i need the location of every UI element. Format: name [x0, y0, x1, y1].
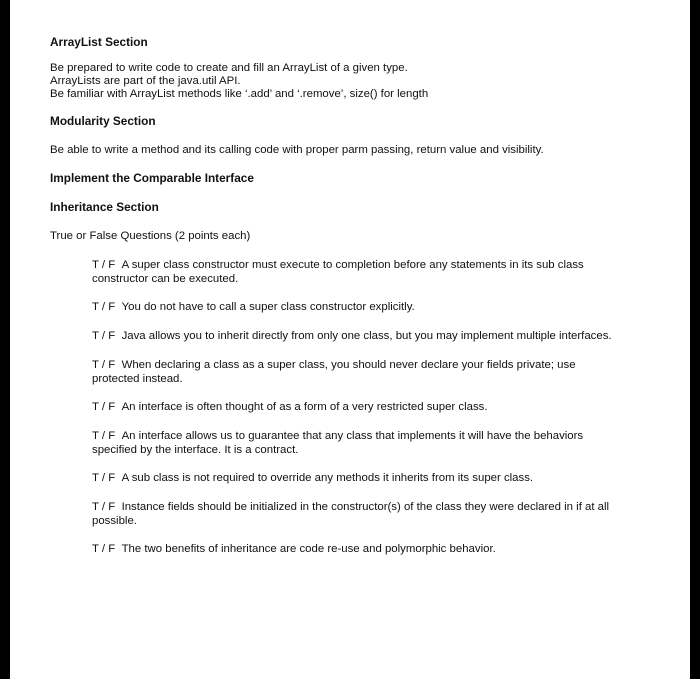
question-item — [50, 542, 680, 556]
question-item — [50, 471, 680, 485]
question-text-line-2: possible. — [92, 515, 137, 527]
question-text-line-1: An interface allows us to guarantee that any class that implements it will have the behaviors — [121, 430, 584, 442]
question-text-line-2: specified by the interface. It is a contract. — [92, 444, 299, 456]
question-text-line-1: You do not have to call a super class constructor explicitly. — [121, 301, 415, 313]
true-false-marker: T / F — [92, 501, 116, 513]
true-false-marker: T / F — [92, 301, 116, 313]
question-text-line-1: The two benefits of inheritance are code re-use and polymorphic behavior. — [121, 543, 496, 555]
arraylist-line-1: Be prepared to write code to create and fill an ArrayList of a given type. — [50, 62, 408, 74]
true-false-marker: T / F — [92, 359, 116, 371]
question-item — [50, 400, 680, 414]
question-text-line-1: An interface is often thought of as a form of a very restricted super class. — [121, 401, 488, 413]
question-item — [50, 358, 680, 386]
question-text-line-1: A sub class is not required to override any methods it inherits from its super class. — [121, 472, 534, 484]
arraylist-heading: ArrayList Section — [50, 35, 148, 49]
question-item — [50, 300, 680, 314]
true-false-marker: T / F — [92, 472, 116, 484]
question-text-line-1: When declaring a class as a super class, you should never declare your fields private; use — [121, 359, 576, 371]
question-text-line-2: protected instead. — [92, 373, 183, 385]
true-false-marker: T / F — [92, 330, 116, 342]
document-page — [10, 0, 690, 679]
question-text-line-1: Java allows you to inherit directly from only one class, but you may implement multiple interfaces. — [121, 330, 612, 342]
question-item — [50, 500, 680, 528]
true-false-marker: T / F — [92, 401, 116, 413]
question-text-line-1: Instance fields should be initialized in the constructor(s) of the class they were declared in if at all — [121, 501, 610, 513]
comparable-heading: Implement the Comparable Interface — [50, 171, 254, 185]
arraylist-line-2: ArrayLists are part of the java.util API. — [50, 75, 241, 87]
document-content — [50, 34, 680, 556]
modularity-text: Be able to write a method and its calling code with proper parm passing, return value and visibility. — [50, 144, 544, 156]
true-false-marker: T / F — [92, 543, 116, 555]
true-false-marker: T / F — [92, 259, 116, 271]
question-text-line-2: constructor can be executed. — [92, 273, 239, 285]
inheritance-intro: True or False Questions (2 points each) — [50, 230, 251, 242]
question-item — [50, 429, 680, 457]
question-item — [50, 329, 680, 343]
modularity-heading: Modularity Section — [50, 114, 156, 128]
arraylist-line-3: Be familiar with ArrayList methods like ‘.add’ and ‘.remove’, size() for length — [50, 88, 429, 100]
inheritance-heading: Inheritance Section — [50, 200, 159, 214]
question-item — [50, 258, 680, 286]
question-text-line-1: A super class constructor must execute to completion before any statements in its sub class — [121, 259, 584, 271]
true-false-marker: T / F — [92, 430, 116, 442]
